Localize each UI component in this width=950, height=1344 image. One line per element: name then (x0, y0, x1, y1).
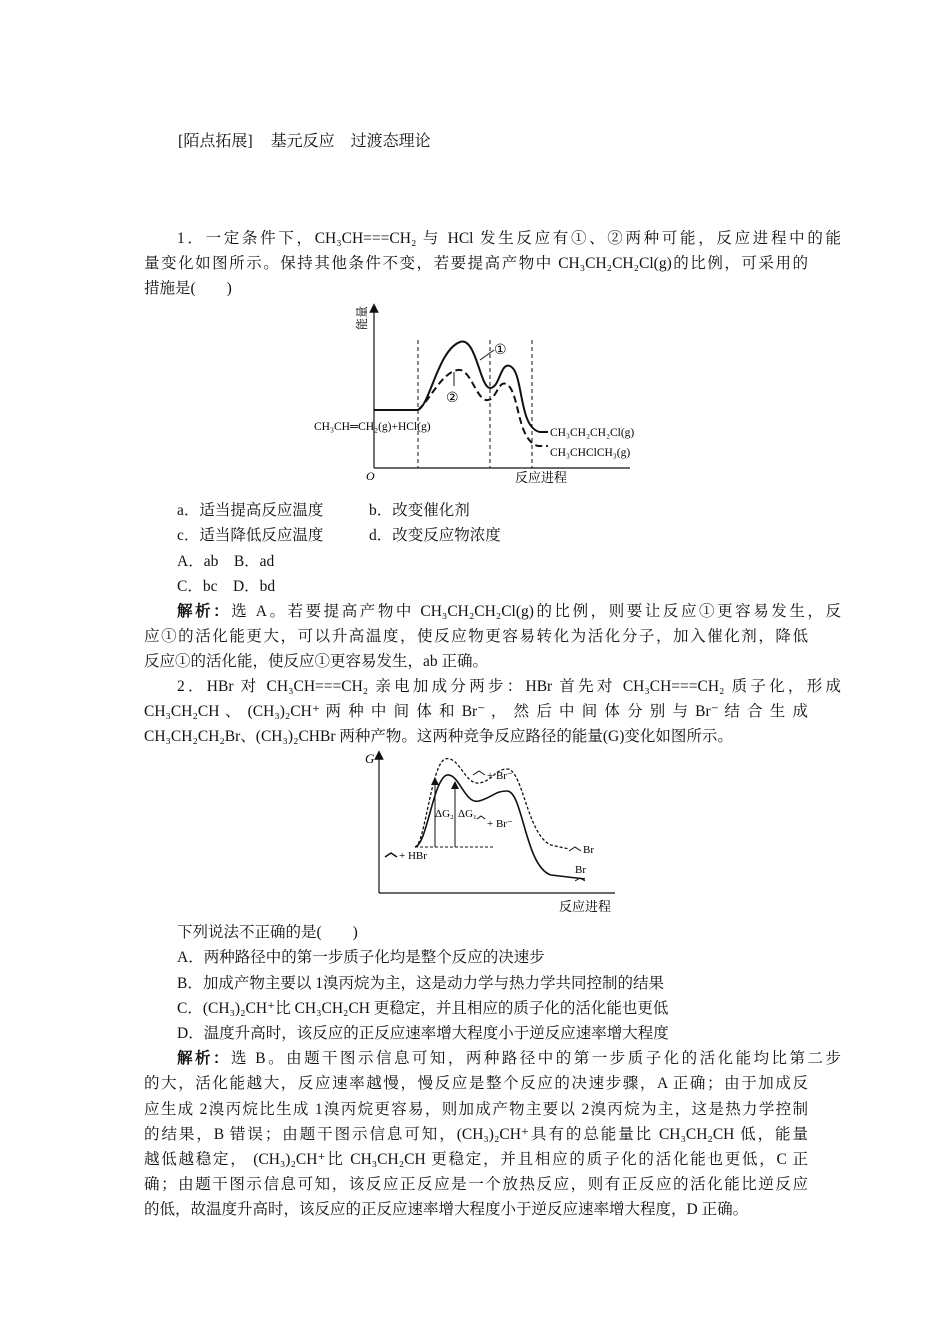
q1-stem-line-2: 量变化如图所示。保持其他条件不变，若要提高产物中 CH₃CH₂CH₂Cl(g)的比例，可采用的 (144, 255, 808, 272)
q2-prod-upper-label: Br (583, 844, 594, 856)
q2-number: 2． (177, 678, 207, 695)
q2-cation-lower-icon (477, 816, 485, 819)
q2-stem-text-1: HBr 对 CH₃CH===CH₂ 亲电加成分两步：HBr 首先对 CH₃CH===CH₂ 质子化，形成 (206, 678, 841, 695)
q1-option-row-2 (177, 523, 501, 548)
q2-analysis-line-6: 确；由题干图示信息可知，该反应正反应是一个放热反应，则有正反应的活化能比逆反应 (144, 1176, 808, 1193)
q1-path1-curve (374, 342, 548, 432)
q1-analysis-line-1 (144, 599, 841, 624)
q1-analysis-label: 解析： (177, 603, 232, 620)
q1-choice-ab: A．ab B．ad (177, 553, 275, 570)
q2-analysis-line-5: 越低越稳定， (CH₃)₂CH⁺比 CH₃CH₂CH 更稳定，并且相应的质子化的活化能也更低，C 正 (144, 1151, 808, 1168)
q1-energy-diagram (310, 300, 650, 490)
q2-analysis-text-1: 选 B。由题干图示信息可知，两种路径中的第一步质子化的活化能均比第二步 (230, 1050, 841, 1067)
q1-origin: O (366, 469, 375, 483)
q2-option-d: D．温度升高时，该反应的正反应速率增大程度小于逆反应速率增大程度 (177, 1025, 669, 1042)
q2-option-b: B．加成产物主要以 1溴丙烷为主，这是动力学与热力学共同控制的结果 (177, 975, 664, 992)
q1-choice-cd: C．bc D．bd (177, 578, 276, 595)
heading-title: 基元反应 过渡态理论 (270, 133, 431, 150)
q1-path1-leader (480, 350, 494, 360)
q1-option-b: b．改变催化剂 (369, 502, 470, 519)
q1-product2-label: CH₃CHClCH₃(g) (550, 447, 631, 459)
q2-x-label: 反应进程 (559, 899, 612, 914)
q2-product-upper-icon (569, 847, 581, 851)
q1-analysis-text-1: 选 A。若要提高产物中 CH₃CH₂CH₂Cl(g)的比例，则要让反应①更容易发生，反 (231, 603, 841, 620)
q1-path2-label: ② (446, 391, 459, 406)
section-heading (178, 128, 449, 151)
q2-analysis-line-3: 应生成 2溴丙烷比生成 1溴丙烷更容易，则加成产物主要以 2溴丙烷为主，这是热力学控制 (144, 1101, 808, 1118)
q1-y-label: 能量 (355, 305, 369, 330)
q2-option-c: C．(CH₃)₂CH⁺比 CH₃CH₂CH 更稳定，并且相应的质子化的活化能也更低 (177, 1000, 669, 1017)
q1-analysis-line-2: 应①的活化能更大，可以升高温度，使反应物更容易转化为活化分子，加入催化剂，降低 (144, 628, 808, 645)
heading-tag: [陌点拓展] (178, 133, 253, 150)
q1-stem-line-3: 措施是( ) (144, 280, 232, 297)
q2-analysis-label: 解析： (177, 1050, 231, 1067)
q1-option-a: a．适当提高反应温度 (177, 502, 324, 519)
q1-option-c: c．适当降低反应温度 (177, 527, 324, 544)
q2-plus-br-lower: + Br⁻ (487, 818, 513, 830)
q2-question: 下列说法不正确的是( ) (177, 924, 358, 941)
q1-option-d: d．改变反应物浓度 (369, 527, 501, 544)
q2-analysis-line-1 (144, 1046, 841, 1071)
q2-analysis-line-7: 的低，故温度升高时，该反应的正反应速率增大程度小于逆反应速率增大程度，D 正确。 (144, 1201, 749, 1218)
q1-analysis-line-3: 反应①的活化能，使反应①更容易发生，ab 正确。 (144, 653, 489, 670)
q2-plus-br-upper: + Br⁻ (487, 770, 513, 782)
q2-stem-line-3: CH₃CH₂CH₂Br、(CH₃)₂CHBr 两种产物。这两种竞争反应路径的能量(G)变化如图所示。 (144, 728, 733, 745)
q1-path1-label: ① (494, 343, 507, 358)
q1-stem-line-1 (144, 226, 841, 251)
q1-stem-text-1: 一定条件下，CH₃CH===CH₂ 与 HCl 发生反应有①、②两种可能，反应进程中的能 (205, 230, 841, 247)
q1-number: 1． (177, 230, 206, 247)
q2-stem-line-2: CH₃CH₂CH 、 (CH₃)₂CH⁺ 两 种 中 间 体 和 Br⁻ ， 然 后 中 间 体 分 别 与 Br⁻ 结 合 生 成 (144, 703, 808, 720)
q2-cation-upper-icon (473, 771, 485, 775)
q2-dg2-label: ΔG₂ (435, 808, 454, 820)
q1-reactant-label: CH₃CH═CH₂(g)+HCl(g) (314, 421, 431, 433)
q2-stem-line-1 (144, 674, 841, 699)
q1-product1-label: CH₃CH₂CH₂Cl(g) (550, 427, 635, 439)
q2-prod-lower-label: Br (575, 864, 586, 876)
q2-energy-diagram (355, 745, 635, 920)
q2-analysis-line-2: 的大，活化能越大，反应速率越慢，慢反应是整个反应的决速步骤，A 正确；由于加成反 (144, 1075, 808, 1092)
q2-option-a: A．两种路径中的第一步质子化均是整个反应的决速步 (177, 949, 545, 966)
q1-option-row-1 (177, 498, 470, 523)
q2-dg1-label: ΔG₁ (458, 808, 477, 820)
q1-x-label: 反应进程 (515, 470, 568, 485)
q2-analysis-line-4: 的结果，B 错误；由题干图示信息可知，(CH₃)₂CH⁺具有的总能量比 CH₃CH₂CH 低，能量 (144, 1126, 808, 1143)
q2-reactant-label: + HBr (399, 850, 427, 862)
q2-propene-icon (385, 853, 397, 857)
q2-y-label: G (365, 751, 375, 766)
